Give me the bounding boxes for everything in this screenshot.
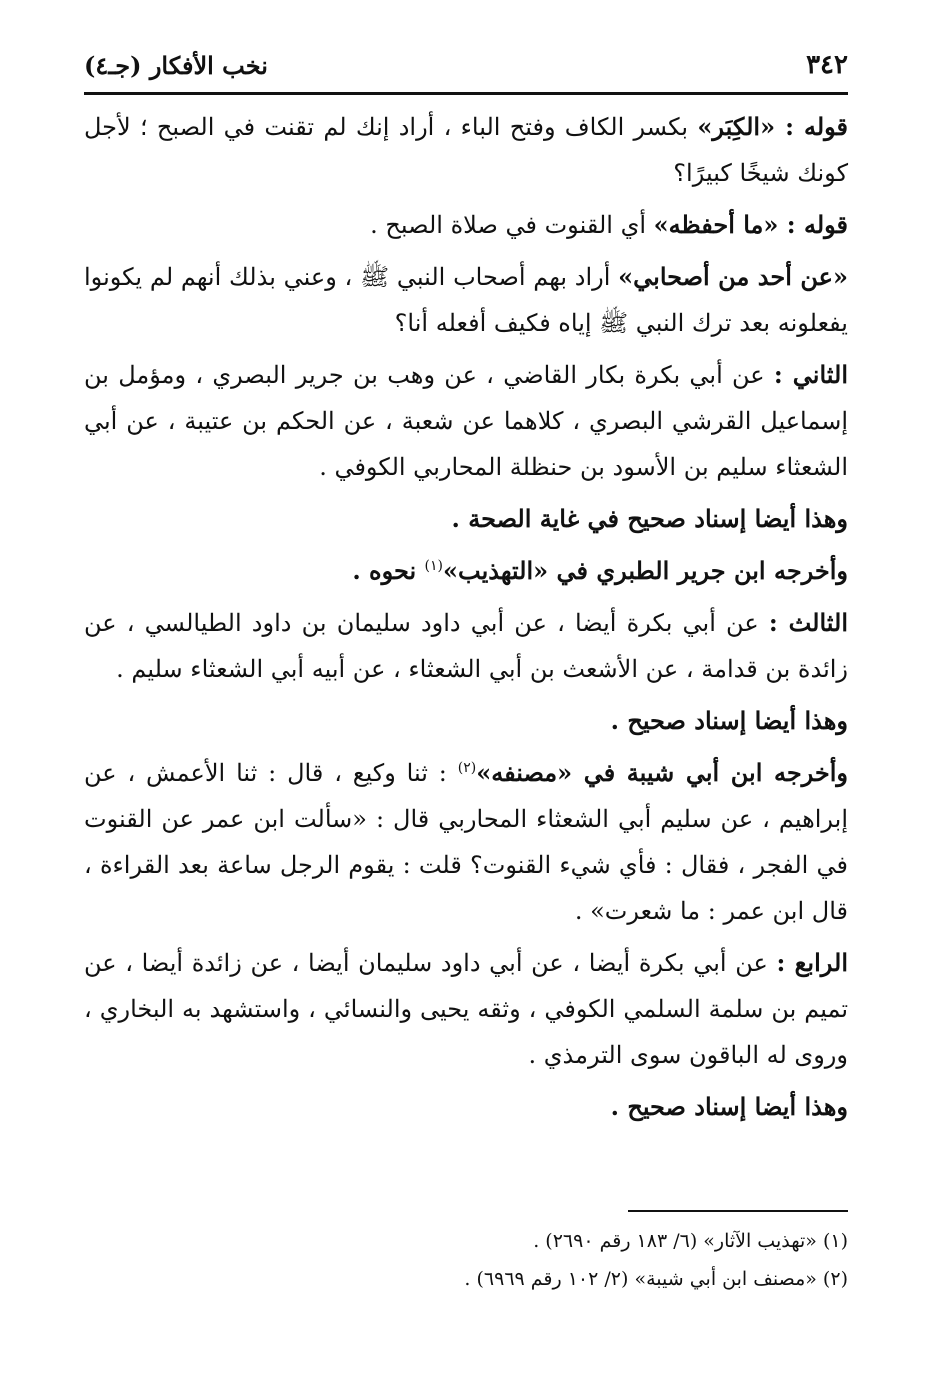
paragraph-7-text: عن أبي بكرة أيضا ، عن أبي داود سليمان بن داود الطيالسي ، عن زائدة بن قدامة ، عن الأشعث بن أبي الشعثاء ، عن أبيه أبي الشعثاء سليم . — [84, 609, 848, 683]
paragraph-7-lead: الثالث : — [768, 608, 848, 637]
paragraph-6 — [84, 548, 848, 594]
paragraph-1-lead: قوله : «الكِبَر» — [697, 112, 849, 141]
paragraph-2-lead: قوله : «ما أحفظه» — [653, 210, 848, 239]
paragraph-11-lead: وهذا أيضا إسناد صحيح . — [610, 1092, 848, 1121]
paragraph-8 — [84, 698, 848, 744]
header-divider — [84, 92, 848, 95]
paragraph-9 — [84, 750, 848, 934]
paragraph-6-lead-tail: نحوه . — [352, 556, 425, 585]
paragraph-10-lead: الرابع : — [776, 948, 848, 977]
paragraph-4-lead: الثاني : — [773, 360, 848, 389]
main-text — [84, 104, 848, 1136]
footnote-ref-2[interactable]: (٢) — [457, 760, 477, 776]
paragraph-7 — [84, 600, 848, 692]
book-title: نخب الأفكار (جـ٤) — [84, 50, 268, 80]
paragraph-10 — [84, 940, 848, 1078]
paragraph-4-text: عن أبي بكرة بكار القاضي ، عن وهب بن جرير البصري ، ومؤمل بن إسماعيل القرشي البصري ، كلاهما عن شعبة ، عن الحكم بن عتيبة ، عن أبي الشعثاء سليم بن الأسود بن حنظلة المحاربي الكوفي . — [84, 361, 848, 481]
paragraph-5-lead: وهذا أيضا إسناد صحيح في غاية الصحة . — [451, 504, 848, 533]
paragraph-1-text: بكسر الكاف وفتح الباء ، أراد إنك لم تقنت في الصبح ؛ لأجل كونك شيخًا كبيرًا؟ — [84, 113, 848, 187]
footnote-2: (٢) «مصنف ابن أبي شيبة» (٢/ ١٠٢ رقم ٦٩٦٩) . — [464, 1268, 848, 1290]
paragraph-2-text: أي القنوت في صلاة الصبح . — [370, 211, 654, 239]
paragraph-9-lead: وأخرجه ابن أبي شيبة في «مصنفه» — [476, 758, 848, 787]
footnotes — [84, 1222, 848, 1298]
page-number: ٣٤٢ — [806, 50, 848, 80]
paragraph-3-text: أراد بهم أصحاب النبي ﷺ ، وعني بذلك أنهم لم يكونوا يفعلونه بعد ترك النبي ﷺ إياه فكيف أفعله أنا؟ — [84, 263, 848, 337]
paragraph-5 — [84, 496, 848, 542]
paragraph-11 — [84, 1084, 848, 1130]
paragraph-2 — [84, 202, 848, 248]
paragraph-4 — [84, 352, 848, 490]
paragraph-1 — [84, 104, 848, 196]
paragraph-8-lead: وهذا أيضا إسناد صحيح . — [610, 706, 848, 735]
paragraph-6-lead: وأخرجه ابن جرير الطبري في «التهذيب» — [443, 556, 848, 585]
paragraph-10-text: عن أبي بكرة أيضا ، عن أبي داود سليمان أيضا ، عن زائدة أيضا ، عن تميم بن سلمة السلمي الكوفي ، وثقه يحيى والنسائي ، واستشهد به البخاري ، وروى له الباقون سوى الترمذي . — [84, 949, 848, 1069]
footnote-divider — [628, 1210, 848, 1212]
page-header — [84, 40, 848, 90]
paragraph-3 — [84, 254, 848, 346]
footnote-ref-1[interactable]: (١) — [424, 558, 444, 574]
footnote-1: (١) «تهذيب الآثار» (٦/ ١٨٣ رقم ٢٦٩٠) . — [533, 1230, 848, 1252]
paragraph-9-text: : ثنا وكيع ، قال : ثنا الأعمش ، عن إبراهيم ، عن سليم أبي الشعثاء المحاربي قال : «سألت ابن عمر عن القنوت في الفجر ، فقال : فأي شيء القنوت؟ قلت : يقوم الرجل ساعة بعد القراءة ، قال ابن عمر : ما شعرت» . — [84, 759, 848, 925]
paragraph-3-lead: «عن أحد من أصحابي» — [618, 262, 848, 291]
